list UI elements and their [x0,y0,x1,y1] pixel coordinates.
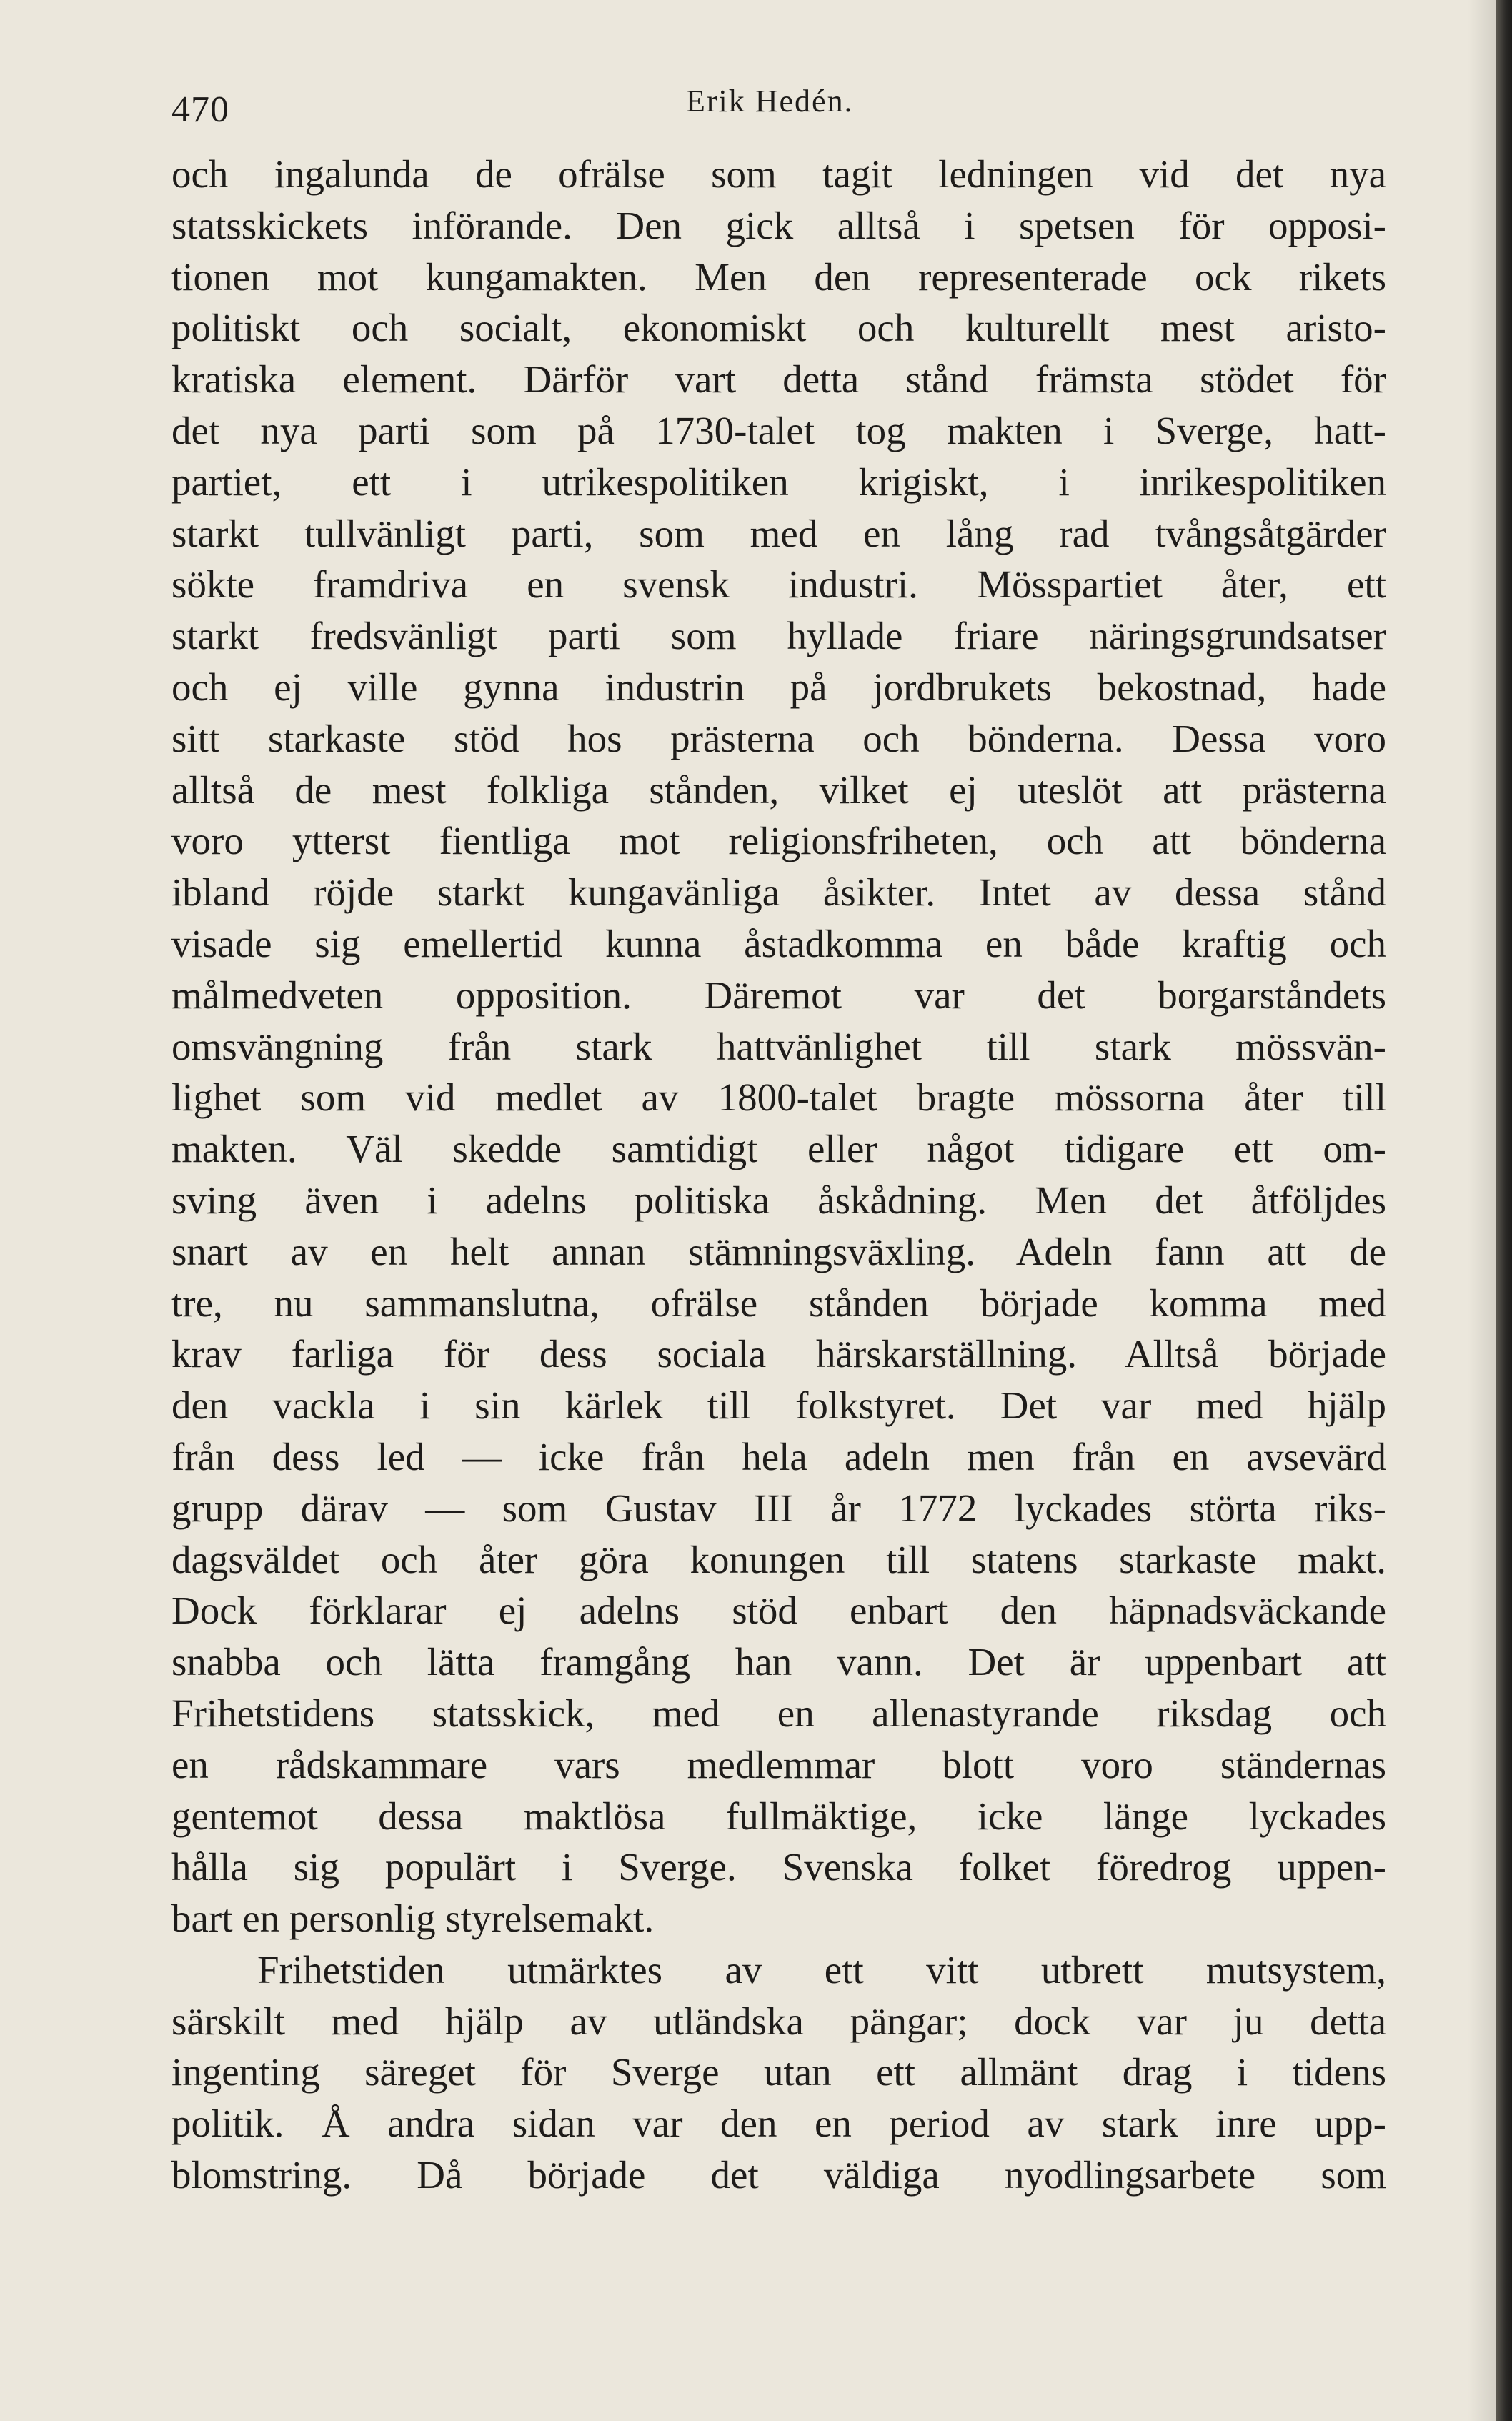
text-line: makten. Väl skedde samtidigt eller något tidigare ett om- [171,1127,1386,1171]
text-line: Frihetstiden utmärktes av ett vitt utbrett mutsystem, [257,1947,1386,1992]
text-line: statsskickets införande. Den gick alltså i spetsen för opposi- [171,203,1386,247]
text-line: kratiska element. Därför vart detta stånd främsta stödet för [171,357,1386,402]
text-line: politik. Å andra sidan var den en period av stark inre upp- [171,2102,1386,2146]
text-line: blomstring. Då började det väldiga nyodlingsarbete som [171,2153,1386,2197]
text-line: och ej ville gynna industrin på jordbrukets bekostnad, hade [171,665,1386,709]
text-line: dagsväldet och åter göra konungen till statens starkaste makt. [171,1537,1386,1581]
text-line: tionen mot kungamakten. Men den representerade ock rikets [171,254,1386,299]
text-line: hålla sig populärt i Sverge. Svenska folket föredrog uppen- [171,1845,1386,1889]
text-line: Frihetstidens statsskick, med en allenastyrande riksdag och [171,1691,1386,1735]
body-text [171,149,1386,2201]
text-line: politiskt och socialt, ekonomiskt och kulturellt mest aristo- [171,306,1386,350]
page-number: 470 [171,89,229,130]
text-line: det nya parti som på 1730-talet tog makten i Sverge, hatt- [171,408,1386,452]
text-line: den vackla i sin kärlek till folkstyret. Det var med hjälp [171,1383,1386,1428]
text-line: omsvängning från stark hattvänlighet till stark mössvän- [171,1024,1386,1068]
text-line: tre, nu sammanslutna, ofrälse stånden började komma med [171,1281,1386,1325]
text-line: och ingalunda de ofrälse som tagit ledningen vid det nya [171,152,1386,196]
text-line: voro ytterst fientliga mot religionsfriheten, och att bönderna [171,819,1386,863]
text-line: partiet, ett i utrikespolitiken krigiskt, i inrikespolitiken [171,459,1386,504]
text-line: sökte framdriva en svensk industri. Mösspartiet åter, ett [171,562,1386,607]
text-line: Dock förklarar ej adelns stöd enbart den häpnadsväckande [171,1589,1386,1633]
text-line: ingenting säreget för Sverge utan ett allmänt drag i tidens [171,2050,1386,2094]
text-line: målmedveten opposition. Däremot var det borgarståndets [171,973,1386,1017]
text-line: bart en personlig styrelsemakt. [171,1896,655,1941]
text-line: snart av en helt annan stämningsväxling. Adeln fann att de [171,1229,1386,1273]
text-line: sitt starkaste stöd hos prästerna och bönderna. Dessa voro [171,716,1386,760]
text-line: krav farliga för dess sociala härskarställning. Alltså började [171,1332,1386,1376]
text-line: alltså de mest folkliga stånden, vilket ej uteslöt att prästerna [171,767,1386,812]
text-line: från dess led — icke från hela adeln men från en avsevärd [171,1434,1386,1478]
page-edge [1496,0,1512,2421]
text-line: gentemot dessa maktlösa fullmäktige, icke länge lyckades [171,1794,1386,1838]
text-line: lighet som vid medlet av 1800-talet bragte mössorna åter till [171,1075,1386,1120]
text-line: snabba och lätta framgång han vann. Det är uppenbart att [171,1640,1386,1684]
text-line: ibland röjde starkt kungavänliga åsikter. Intet av dessa stånd [171,870,1386,915]
text-line: grupp därav — som Gustav III år 1772 lyckades störta riks- [171,1486,1386,1530]
text-line: starkt tullvänligt parti, som med en lång rad tvångsåtgärder [171,511,1386,555]
text-line: särskilt med hjälp av utländska pängar; dock var ju detta [171,1999,1386,2043]
text-line: visade sig emellertid kunna åstadkomma en både kraftig och [171,921,1386,965]
page-header [171,79,1386,136]
text-line: en rådskammare vars medlemmar blott voro ständernas [171,1742,1386,1786]
text-line: starkt fredsvänligt parti som hyllade friare näringsgrundsatser [171,614,1386,658]
page-edge-shadow [1468,0,1496,2421]
running-head: Erik Hedén. [686,84,854,119]
text-line: sving även i adelns politiska åskådning. Men det åtföljdes [171,1178,1386,1222]
